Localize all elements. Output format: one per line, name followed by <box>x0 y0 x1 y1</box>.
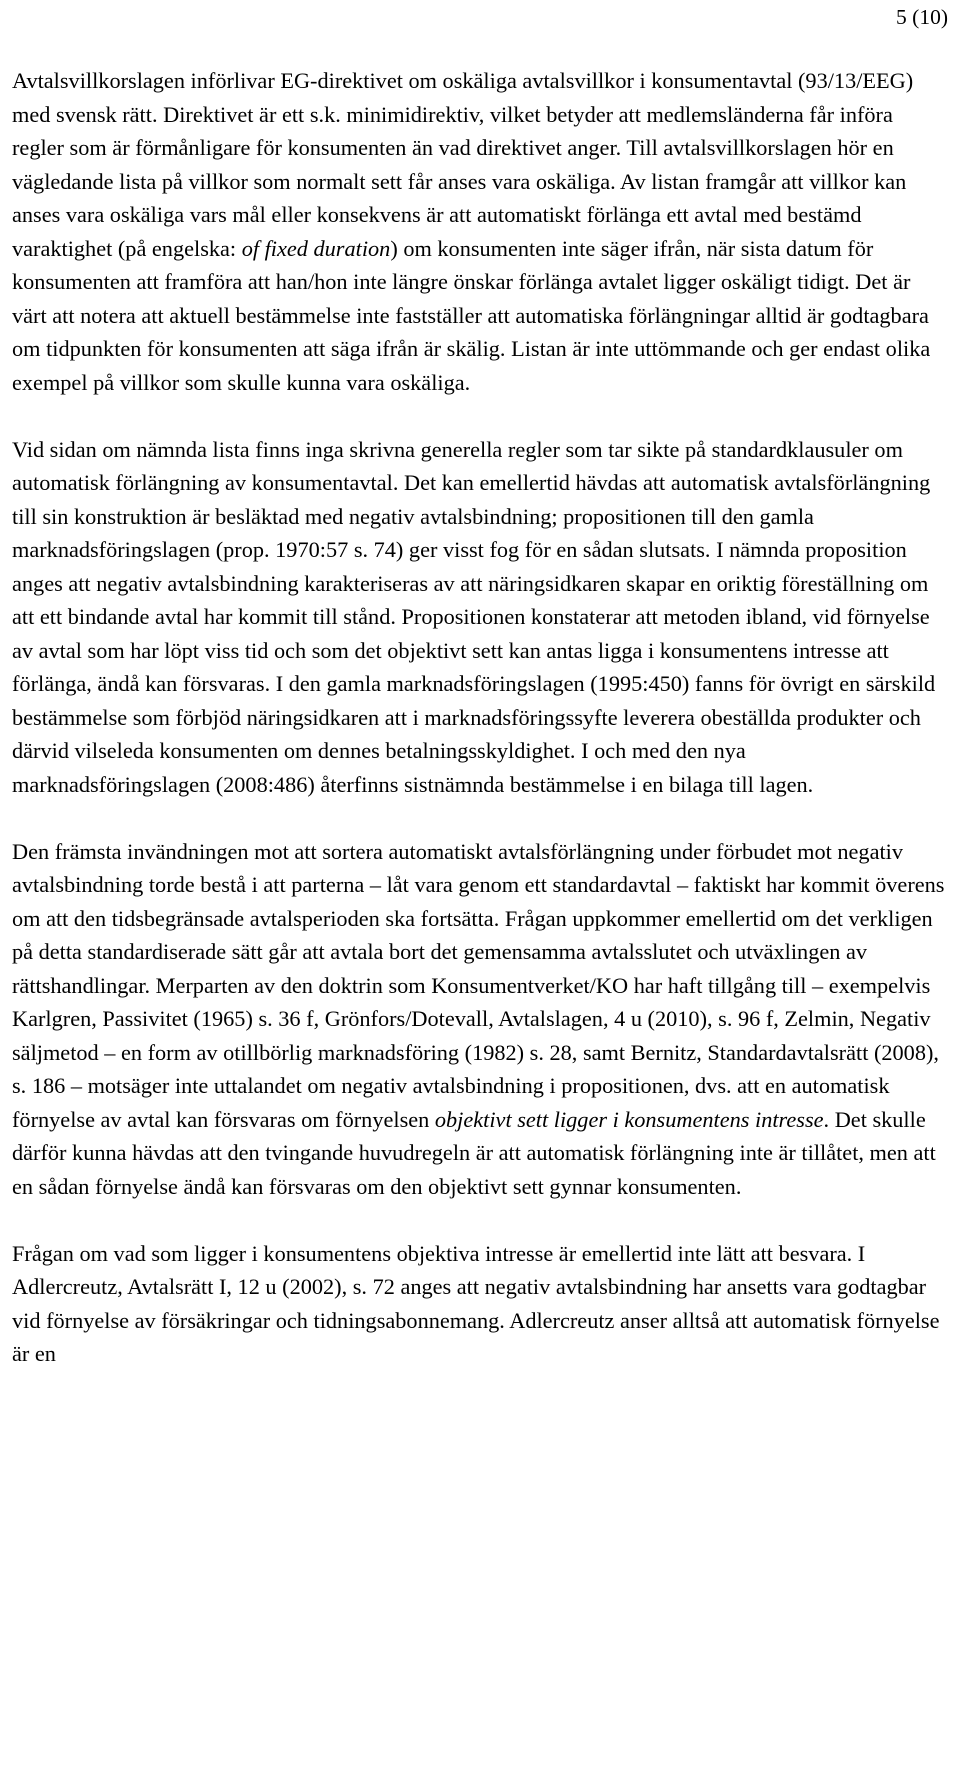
paragraph-objection <box>12 835 951 1204</box>
paragraph-italic-text: objektivt sett ligger i konsumentens intresse <box>434 1106 824 1132</box>
paragraph-text: Den främsta invändningen mot att sortera automatiskt avtalsförlängning under förbudet mot negativ avtalsbindning torde bestå i att parterna – låt vara genom ett standardavtal – faktiskt har kommit överens om att den tidsbegränsade avtalsperioden ska fortsätta. Frågan uppkommer emellertid om det verkligen på detta standardiserade sätt går att avtala bort det gemensamma avtalsslutet och utväxlingen av rättshandlingar. Merparten av den doktrin som Konsumentverket/KO har haft tillgång till – exempelvis Karlgren, Passivitet (1965) s. 36 f, Grönfors/Dotevall, Avtalslagen, 4 u (2010), s. 96 f, Zelmin, Negativ säljmetod – en form av otillbörlig marknadsföring (1982) s. 28, samt Bernitz, Standardavtalsrätt (2008), s. 186 – motsäger inte uttalandet om negativ avtalsbindning i propositionen, dvs. att en automatisk förnyelse av avtal kan försvaras om förnyelsen <box>12 838 951 1132</box>
document-body <box>12 64 951 1371</box>
paragraph-consumer-interest <box>12 1237 948 1371</box>
paragraph-text: . Det skulle därför kunna hävdas att den tvingande huvudregeln är att automatisk förlängning inte är tillåtet, men att en sådan förnyelse ändå kan försvaras om den objektivt sett gynnar konsumenten. <box>12 1106 942 1199</box>
paragraph-negative-binding <box>12 433 948 802</box>
paragraph-directive <box>12 64 948 399</box>
paragraph-text: ) om konsumenten inte säger ifrån, när sista datum för konsumenten att framföra att han/hon inte längre önskar förlänga avtalet ligger oskäligt tidigt. Det är värt att notera att aktuell bestämmelse inte fastställer att automatiska förlängningar alltid är godtagbara om tidpunkten för konsumenten att säga ifrån är skälig. Listan är inte uttömmande och ger endast olika exempel på villkor som skulle kunna vara oskäliga. <box>12 235 936 395</box>
paragraph-text: Vid sidan om nämnda lista finns inga skrivna generella regler som tar sikte på standardklausuler om automatisk förlängning av konsumentavtal. Det kan emellertid hävdas att automatisk avtalsförlängning till sin konstruktion är besläktad med negativ avtalsbindning; propositionen till den gamla marknadsföringslagen (prop. 1970:57 s. 74) ger visst fog för en sådan slutsats. I nämnda proposition anges att negativ avtalsbindning karakteriseras av att näringsidkaren skapar en oriktig föreställning om att ett bindande avtal har kommit till stånd. Propositionen konstaterar att metoden ibland, vid förnyelse av avtal som har löpt viss tid och som det objektivt sett kan antas ligga i konsumentens intresse att förlänga, ändå kan försvaras. I den gamla marknadsföringslagen (1995:450) fanns för övrigt en särskild bestämmelse som förbjöd näringsidkaren att i marknadsföringssyfte leverera obeställda produkter och därvid vilseleda konsumenten om dennes betalningsskyldighet. I och med den nya marknadsföringslagen (2008:486) återfinns sistnämnda bestämmelse i en bilaga till lagen. <box>12 436 941 797</box>
paragraph-text: Avtalsvillkorslagen införlivar EG-direktivet om oskäliga avtalsvillkor i konsumentavtal (93/13/EEG) med svensk rätt. Direktivet är ett s.k. minimidirektiv, vilket betyder att medlemsländerna får införa regler som är förmånligare för konsumenten än vad direktivet anger. Till avtalsvillkorslagen hör en vägledande lista på villkor som normalt sett får anses vara oskäliga. Av listan framgår att villkor kan anses vara oskäliga vars mål eller konsekvens är att automatiskt förlänga ett avtal med bestämd varaktighet (på engelska: <box>12 68 919 261</box>
page-number: 5 (10) <box>896 5 948 29</box>
paragraph-italic-text: of fixed duration <box>241 235 391 261</box>
paragraph-text: Frågan om vad som ligger i konsumentens objektiva intresse är emellertid inte lätt att besvara. I Adlercreutz, Avtalsrätt I, 12 u (2002), s. 72 anges att negativ avtalsbindning har ansetts vara godtagbar vid förnyelse av försäkringar och tidningsabonnemang. Adlercreutz anser alltså att automatisk förnyelse är en <box>12 1240 946 1366</box>
